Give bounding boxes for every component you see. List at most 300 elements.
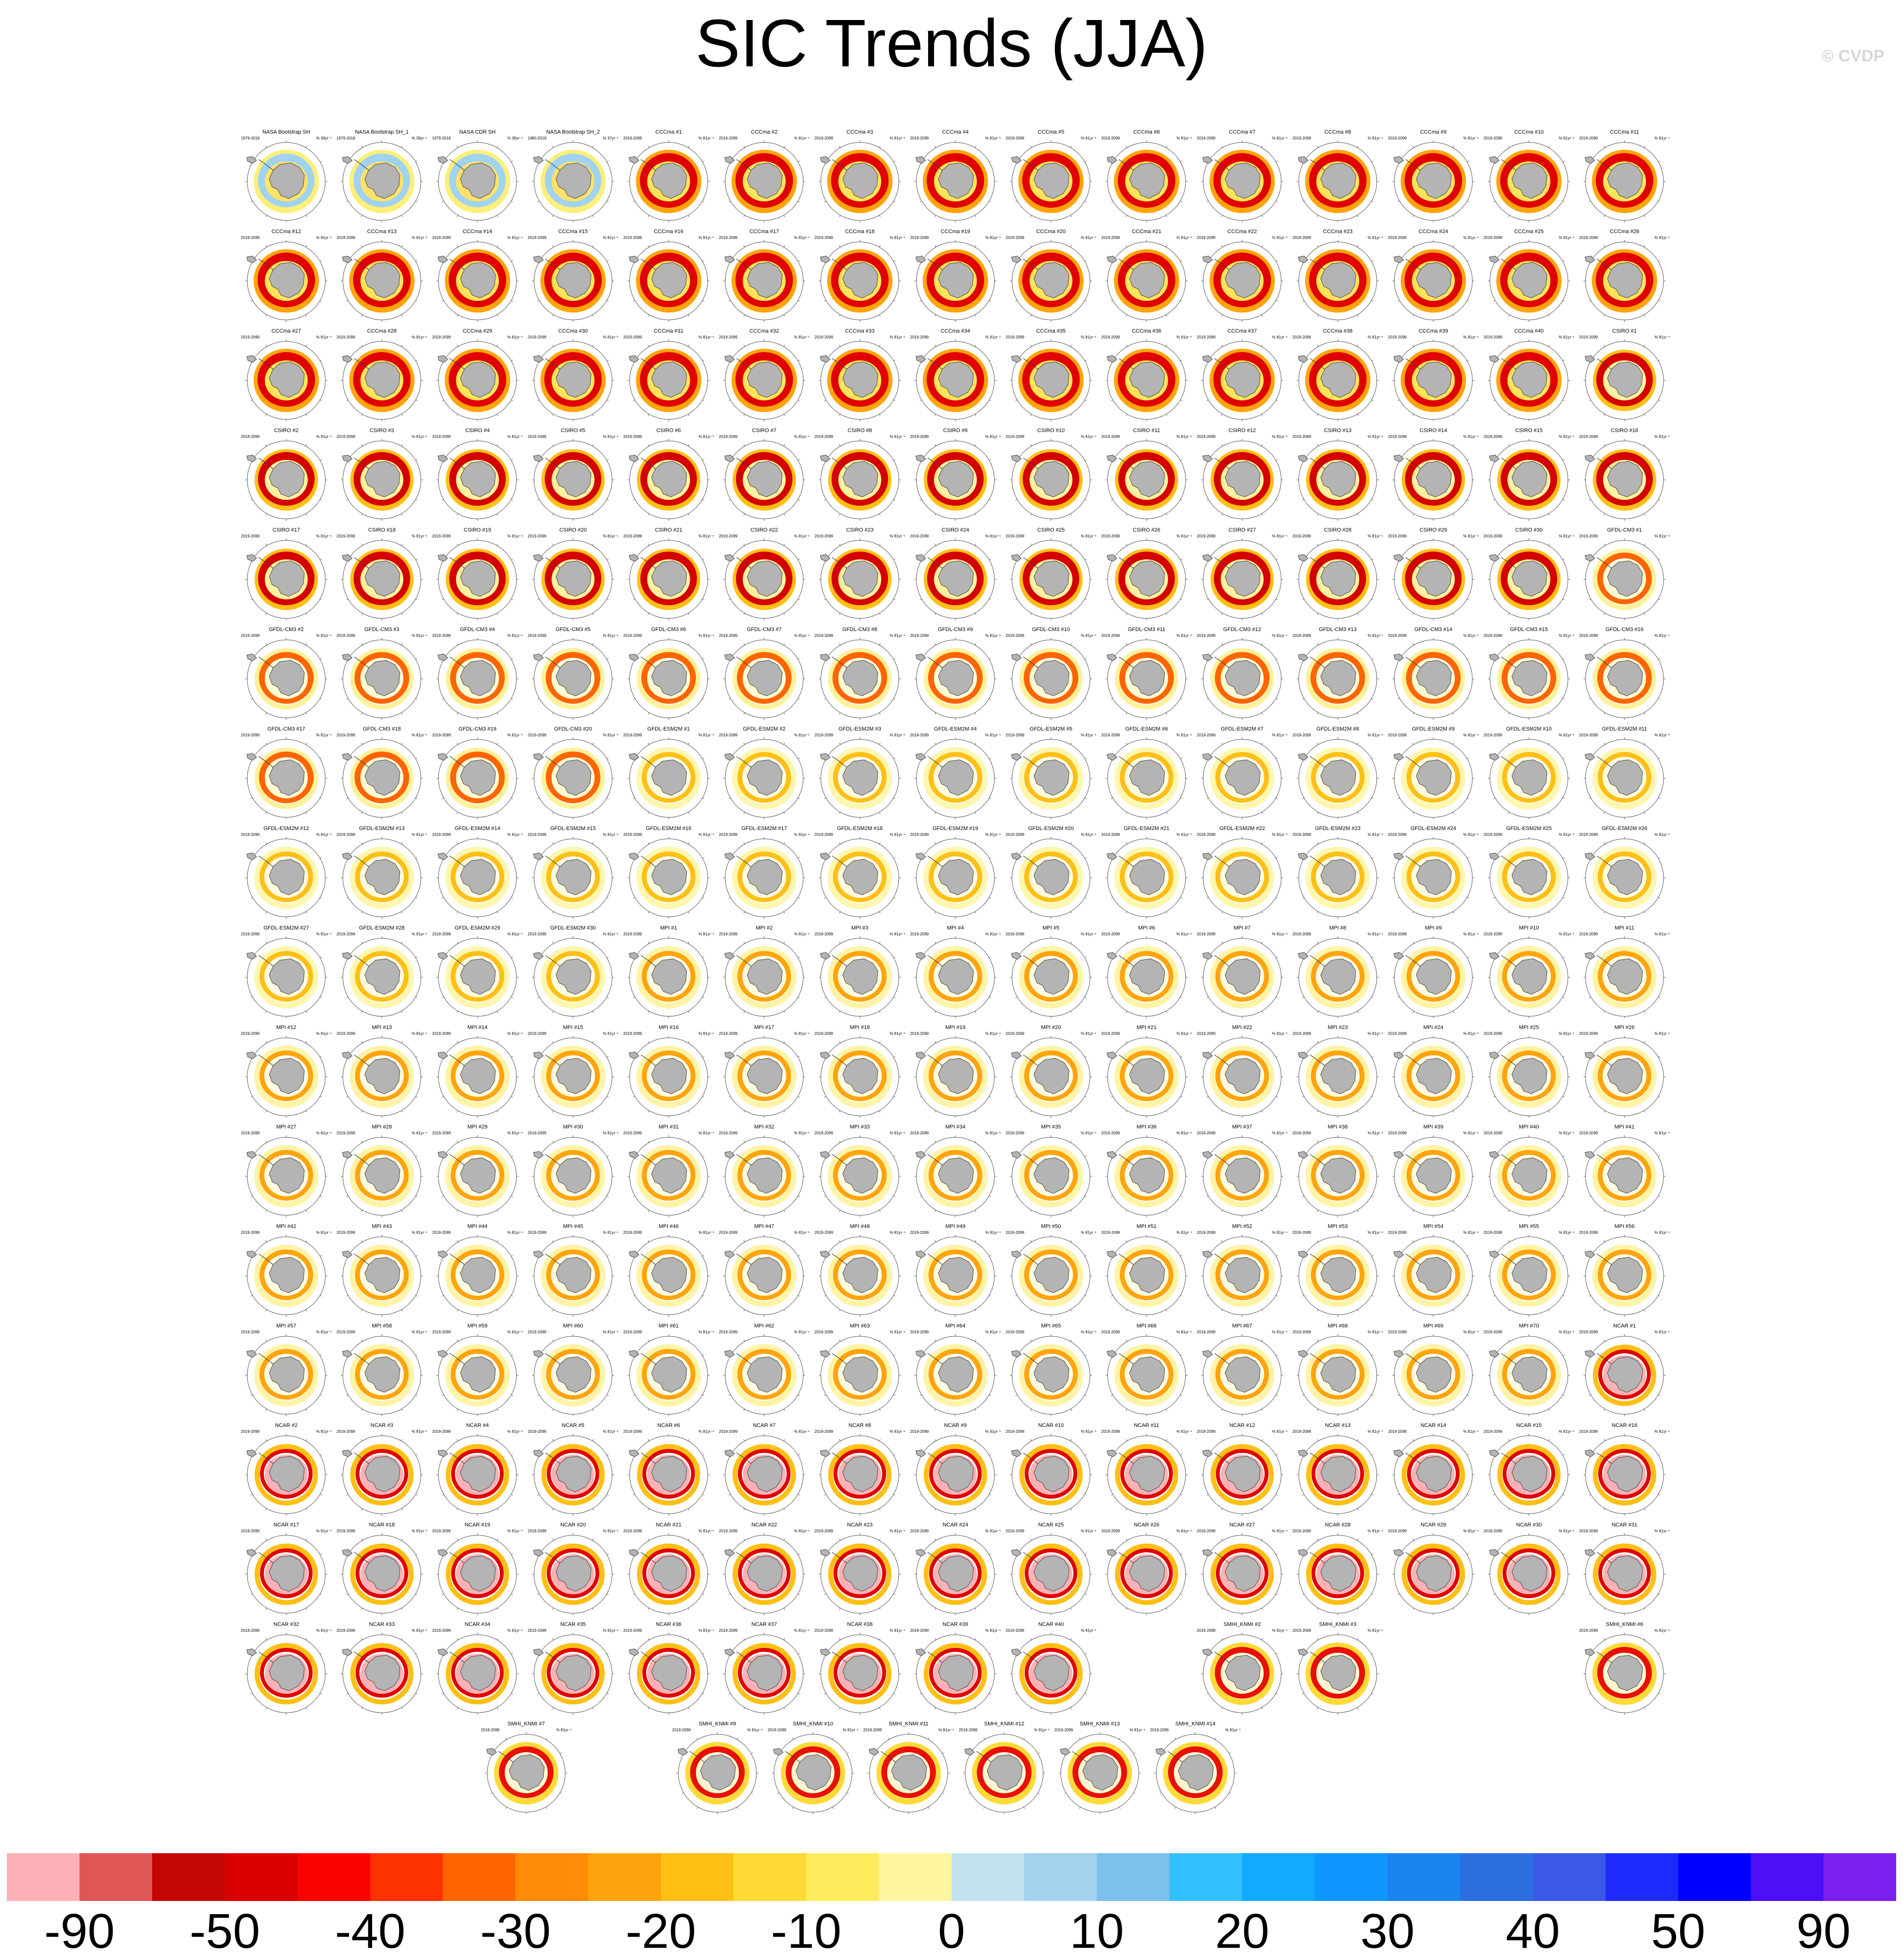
panel-title: CSIRO #18 (368, 527, 396, 533)
longitude-tick (744, 1210, 745, 1211)
map-panel (527, 1025, 619, 1120)
panel-title: GFDL-CM3 #4 (460, 627, 495, 633)
longitude-tick (1548, 613, 1549, 614)
longitude-tick (1453, 215, 1454, 217)
longitude-tick (648, 1110, 649, 1112)
polar-map (817, 737, 902, 820)
polar-map (531, 637, 615, 720)
map-panel (1291, 1124, 1384, 1219)
longitude-tick (1563, 698, 1564, 699)
longitude-tick (607, 957, 608, 958)
map-panel (909, 1124, 1002, 1219)
longitude-tick (1467, 400, 1468, 401)
longitude-tick (1508, 345, 1509, 346)
longitude-tick (497, 1340, 498, 1341)
longitude-tick (1166, 1340, 1167, 1341)
longitude-tick (975, 842, 976, 844)
longitude-tick (1126, 942, 1127, 943)
polar-map (913, 1334, 998, 1417)
longitude-tick (266, 1011, 267, 1012)
longitude-tick (1180, 559, 1182, 560)
longitude-tick (935, 245, 936, 247)
panel-units: % 81yr⁻¹ (507, 1429, 523, 1434)
longitude-tick (1126, 315, 1127, 316)
map-panel (622, 527, 715, 622)
panel-period: 2019-2099 (1484, 1131, 1503, 1135)
longitude-tick (1413, 444, 1414, 446)
longitude-tick (1493, 201, 1495, 202)
longitude-tick (1467, 201, 1468, 202)
panel-title: CCCma #38 (1323, 328, 1353, 334)
panel-units: % 81yr⁻¹ (1176, 932, 1192, 936)
longitude-tick (935, 146, 936, 147)
longitude-tick (1222, 1409, 1223, 1410)
map-panel (1578, 527, 1671, 622)
panel-units: % 81yr⁻¹ (1176, 1131, 1192, 1135)
longitude-tick (688, 1508, 689, 1510)
longitude-tick (416, 1056, 417, 1057)
panel-period: 2019-2099 (1388, 1131, 1407, 1135)
longitude-tick (1453, 245, 1454, 247)
longitude-tick (879, 1240, 880, 1242)
panel-units: % 81yr⁻¹ (603, 1031, 618, 1036)
longitude-tick (1589, 201, 1590, 202)
longitude-tick (497, 1041, 498, 1043)
longitude-tick (1085, 459, 1086, 460)
longitude-tick (893, 400, 895, 401)
panel-period: 2019-2099 (623, 435, 642, 439)
map-panel (527, 826, 619, 921)
panel-period: 2019-2099 (1388, 236, 1407, 240)
longitude-tick (798, 658, 799, 659)
panel-period: 2019-2099 (1579, 1131, 1598, 1135)
longitude-tick (1276, 798, 1277, 799)
panel-title: MPI #53 (1328, 1224, 1348, 1229)
polar-map (244, 936, 329, 1019)
longitude-tick (401, 613, 402, 614)
map-panel (240, 1124, 333, 1219)
longitude-tick (744, 315, 745, 316)
panel-title: GFDL-CM3 #6 (651, 627, 686, 633)
longitude-tick (1413, 713, 1414, 714)
map-panel (1578, 428, 1671, 523)
panel-units: % 81yr⁻¹ (316, 236, 332, 240)
longitude-tick (511, 1295, 513, 1296)
panel-title: NCAR #5 (561, 1423, 585, 1428)
longitude-tick (935, 713, 936, 714)
panel-title: GFDL-ESM2M #27 (263, 925, 309, 931)
panel-units: % 81yr⁻¹ (1368, 335, 1383, 339)
longitude-tick (839, 812, 840, 813)
panel-title: MPI #52 (1232, 1224, 1252, 1229)
longitude-tick (1563, 201, 1564, 202)
longitude-tick (553, 315, 554, 316)
longitude-tick (1180, 499, 1182, 500)
longitude-tick (1070, 315, 1071, 316)
longitude-tick (975, 444, 976, 446)
panel-title: CCCma #18 (845, 229, 875, 235)
longitude-tick (553, 1309, 554, 1311)
polar-map (339, 1433, 424, 1516)
panel-period: 2019-2099 (814, 1330, 833, 1334)
longitude-tick (607, 360, 608, 361)
panel-title: GFDL-CM3 #11 (1128, 627, 1166, 633)
panel-units: % 81yr⁻¹ (1176, 1230, 1192, 1235)
polar-map (339, 438, 424, 521)
panel-units: % 81yr⁻¹ (794, 1131, 810, 1135)
polar-map (1295, 1135, 1380, 1218)
longitude-tick (401, 544, 402, 545)
longitude-tick (511, 1454, 513, 1455)
panel-units: % 81yr⁻¹ (1081, 1230, 1096, 1235)
longitude-tick (1493, 897, 1495, 898)
map-panel (1483, 229, 1575, 324)
longitude-tick (839, 1041, 840, 1043)
panel-units: % 81yr⁻¹ (316, 534, 332, 538)
panel-title: CCCma #16 (654, 229, 684, 235)
longitude-tick (1413, 1240, 1414, 1242)
longitude-tick (1262, 613, 1263, 614)
longitude-tick (1467, 997, 1468, 998)
panel-period: 2019-2099 (623, 335, 642, 339)
longitude-tick (1070, 514, 1071, 515)
panel-units: % 81yr⁻¹ (698, 733, 714, 737)
map-panel (1196, 1124, 1288, 1219)
panel-title: MPI #57 (276, 1323, 297, 1329)
panel-title: CCCma #21 (1131, 229, 1162, 235)
longitude-tick (648, 743, 649, 744)
panel-units: % 81yr⁻¹ (794, 435, 810, 439)
panel-title: CSIRO #7 (752, 428, 777, 434)
longitude-tick (702, 1295, 704, 1296)
panel-units: % 81yr⁻¹ (794, 335, 810, 339)
longitude-tick (361, 414, 362, 416)
panel-units: % 81yr⁻¹ (1272, 832, 1288, 837)
panel-period: 1980-2018 (528, 136, 547, 140)
longitude-tick (1508, 613, 1509, 614)
panel-title: MPI #5 (1042, 925, 1060, 931)
longitude-tick (824, 400, 826, 401)
panel-units: % 81yr⁻¹ (1463, 136, 1479, 140)
longitude-tick (824, 1096, 826, 1097)
longitude-tick (879, 1210, 880, 1211)
panel-title: CCCma #5 (1037, 129, 1065, 135)
longitude-tick (893, 260, 895, 261)
longitude-tick (1070, 1210, 1071, 1211)
longitude-tick (1276, 1295, 1277, 1296)
longitude-tick (1644, 842, 1645, 844)
longitude-tick (688, 1210, 689, 1211)
longitude-tick (879, 1141, 880, 1142)
longitude-tick (1070, 345, 1071, 346)
polar-map (1582, 239, 1667, 322)
panel-units: % 81yr⁻¹ (890, 435, 905, 439)
panel-units: % 81yr⁻¹ (1654, 435, 1670, 439)
longitude-tick (1563, 857, 1564, 858)
longitude-tick (1398, 499, 1399, 500)
longitude-tick (306, 1110, 307, 1112)
panel-period: 2019-2099 (241, 1131, 260, 1135)
panel-title: CSIRO #26 (1132, 527, 1161, 533)
panel-period: 2019-2099 (814, 634, 833, 638)
longitude-tick (361, 613, 362, 614)
polar-map (817, 538, 902, 621)
polar-map (722, 737, 807, 820)
longitude-tick (416, 400, 417, 401)
longitude-tick (320, 1494, 321, 1495)
longitude-tick (1604, 1011, 1605, 1012)
longitude-tick (633, 201, 634, 202)
longitude-tick (401, 1011, 402, 1012)
longitude-tick (553, 345, 554, 346)
longitude-tick (879, 1309, 880, 1311)
map-panel (336, 1025, 428, 1120)
longitude-tick (920, 698, 921, 699)
panel-title: MPI #35 (1041, 1124, 1061, 1130)
panel-units: % 81yr⁻¹ (316, 832, 332, 837)
longitude-tick (879, 743, 880, 744)
panel-title: MPI #65 (1041, 1323, 1061, 1329)
longitude-tick (511, 1156, 513, 1157)
panel-units: % 81yr⁻¹ (698, 335, 714, 339)
longitude-tick (1467, 897, 1468, 898)
panel-period: 2019-2099 (910, 534, 929, 538)
panel-units: % 81yr⁻¹ (412, 435, 427, 439)
longitude-tick (1166, 1041, 1167, 1043)
longitude-tick (1604, 1340, 1605, 1341)
polar-map (1391, 637, 1476, 720)
longitude-tick (497, 146, 498, 147)
longitude-tick (442, 1395, 443, 1396)
panel-units: % 81yr⁻¹ (1654, 136, 1670, 140)
panel-title: MPI #54 (1423, 1224, 1444, 1229)
polar-map (339, 1334, 424, 1417)
map-panel (431, 1025, 524, 1120)
longitude-tick (1111, 499, 1112, 500)
longitude-tick (457, 643, 458, 645)
longitude-tick (1070, 544, 1071, 545)
panel-title: MPI #14 (467, 1025, 488, 1030)
panel-title: MPI #10 (1519, 925, 1539, 931)
longitude-tick (989, 260, 991, 261)
longitude-tick (1658, 1295, 1660, 1296)
longitude-tick (1180, 300, 1182, 301)
longitude-tick (361, 1210, 362, 1211)
longitude-tick (648, 713, 649, 714)
longitude-tick (920, 499, 921, 500)
longitude-tick (1070, 414, 1071, 416)
longitude-tick (1604, 743, 1605, 744)
longitude-tick (1453, 812, 1454, 813)
longitude-tick (798, 1355, 799, 1356)
panel-units: % 81yr⁻¹ (316, 335, 332, 339)
longitude-tick (648, 1240, 649, 1242)
longitude-tick (633, 1395, 634, 1396)
panel-title: GFDL-ESM2M #11 (1602, 726, 1647, 732)
longitude-tick (688, 146, 689, 147)
longitude-tick (975, 146, 976, 147)
longitude-tick (1589, 897, 1590, 898)
panel-period: 2019-2099 (1579, 1031, 1598, 1036)
longitude-tick (702, 758, 704, 759)
longitude-tick (401, 1340, 402, 1341)
panel-units: % 81yr⁻¹ (794, 733, 810, 737)
longitude-tick (1015, 1196, 1017, 1197)
longitude-tick (824, 1395, 826, 1396)
longitude-tick (497, 1141, 498, 1142)
longitude-tick (1276, 758, 1277, 759)
longitude-tick (798, 360, 799, 361)
longitude-tick (839, 1409, 840, 1410)
panel-units: % 81yr⁻¹ (1463, 236, 1479, 240)
longitude-tick (1589, 798, 1590, 799)
longitude-tick (320, 1295, 321, 1296)
panel-units: % 81yr⁻¹ (1463, 634, 1479, 638)
longitude-tick (744, 643, 745, 645)
longitude-tick (1166, 942, 1167, 943)
longitude-tick (346, 201, 348, 202)
polar-map (1104, 1135, 1189, 1218)
longitude-tick (729, 1395, 730, 1396)
longitude-tick (989, 1295, 991, 1296)
longitude-tick (744, 146, 745, 147)
longitude-tick (1180, 260, 1182, 261)
longitude-tick (1371, 1355, 1373, 1356)
longitude-tick (688, 444, 689, 446)
panel-units: % 81yr⁻¹ (1272, 1330, 1288, 1334)
polar-map (1009, 538, 1093, 621)
longitude-tick (1085, 161, 1086, 162)
longitude-tick (1604, 315, 1605, 316)
polar-map (435, 438, 520, 521)
panel-period: 2019-2099 (1006, 136, 1025, 140)
longitude-tick (1085, 658, 1086, 659)
longitude-tick (989, 897, 991, 898)
longitude-tick (784, 245, 785, 247)
panel-units: % 81yr⁻¹ (1463, 1131, 1479, 1135)
panel-title: GFDL-ESM2M #9 (1412, 726, 1455, 732)
panel-title: CCCma #30 (558, 328, 588, 334)
panel-title: MPI #16 (658, 1025, 679, 1030)
longitude-tick (497, 1011, 498, 1012)
longitude-tick (361, 1240, 362, 1242)
polar-map (626, 140, 711, 223)
polar-map (1391, 836, 1476, 919)
panel-period: 2019-2099 (719, 335, 738, 339)
longitude-tick (989, 698, 991, 699)
longitude-tick (593, 812, 594, 813)
longitude-tick (306, 414, 307, 416)
longitude-tick (1207, 798, 1208, 799)
longitude-tick (989, 459, 991, 460)
longitude-tick (893, 599, 895, 600)
longitude-tick (1548, 215, 1549, 217)
panel-title: MPI #1 (660, 925, 677, 931)
panel-title: GFDL-ESM2M #19 (932, 826, 978, 832)
longitude-tick (442, 1196, 443, 1197)
longitude-tick (1262, 146, 1263, 147)
longitude-tick (1166, 215, 1167, 217)
longitude-tick (497, 613, 498, 614)
longitude-tick (1357, 1309, 1358, 1311)
map-panel (813, 1124, 906, 1219)
longitude-tick (251, 1196, 252, 1197)
longitude-tick (607, 1255, 608, 1256)
longitude-tick (1222, 812, 1223, 813)
longitude-tick (1085, 1156, 1086, 1157)
longitude-tick (1070, 1011, 1071, 1012)
panel-units: % 81yr⁻¹ (603, 435, 618, 439)
longitude-tick (607, 897, 608, 898)
panel-period: 2019-2099 (1101, 1031, 1120, 1036)
longitude-tick (702, 459, 704, 460)
panel-title: CCCma #10 (1514, 129, 1544, 135)
longitude-tick (1357, 345, 1358, 346)
longitude-tick (1589, 1096, 1590, 1097)
polar-map (244, 637, 329, 720)
map-panel (431, 129, 524, 224)
polar-map (1104, 1035, 1189, 1118)
longitude-tick (1166, 812, 1167, 813)
map-panel (240, 925, 333, 1020)
longitude-tick (1413, 345, 1414, 346)
polar-map (1582, 737, 1667, 820)
longitude-tick (1085, 897, 1086, 898)
longitude-tick (1222, 315, 1223, 316)
longitude-tick (1453, 345, 1454, 346)
panel-period: 2019-2099 (1101, 236, 1120, 240)
longitude-tick (1276, 1096, 1277, 1097)
longitude-tick (824, 698, 826, 699)
longitude-tick (1604, 444, 1605, 446)
longitude-tick (346, 1295, 348, 1296)
longitude-tick (1398, 897, 1399, 898)
longitude-tick (744, 444, 745, 446)
polar-map (1295, 339, 1380, 422)
panel-units: % 81yr⁻¹ (1272, 534, 1288, 538)
longitude-tick (442, 300, 443, 301)
panel-units: % 81yr⁻¹ (1176, 435, 1192, 439)
longitude-tick (511, 360, 513, 361)
longitude-tick (1015, 201, 1017, 202)
longitude-tick (1180, 1056, 1182, 1057)
panel-title: GFDL-ESM2M #22 (1219, 826, 1265, 832)
longitude-tick (1371, 1056, 1373, 1057)
longitude-tick (1357, 245, 1358, 247)
panel-units: % 81yr⁻¹ (698, 534, 714, 538)
longitude-tick (784, 146, 785, 147)
longitude-tick (1644, 1041, 1645, 1043)
longitude-tick (1015, 300, 1017, 301)
longitude-tick (401, 743, 402, 744)
panel-period: 2019-2099 (910, 335, 929, 339)
longitude-tick (1262, 812, 1263, 813)
longitude-tick (1398, 201, 1399, 202)
longitude-tick (1658, 997, 1660, 998)
longitude-tick (1371, 1156, 1373, 1157)
panel-units: % 81yr⁻¹ (1368, 733, 1383, 737)
longitude-tick (702, 400, 704, 401)
panel-period: 2019-2099 (1579, 634, 1598, 638)
longitude-tick (1398, 1295, 1399, 1296)
map-panel (622, 229, 715, 324)
panel-period: 2019-2099 (1388, 733, 1407, 737)
longitude-tick (1126, 544, 1127, 545)
polar-map (435, 637, 520, 720)
longitude-tick (1658, 1196, 1660, 1197)
longitude-tick (1658, 1255, 1660, 1256)
longitude-tick (306, 613, 307, 614)
